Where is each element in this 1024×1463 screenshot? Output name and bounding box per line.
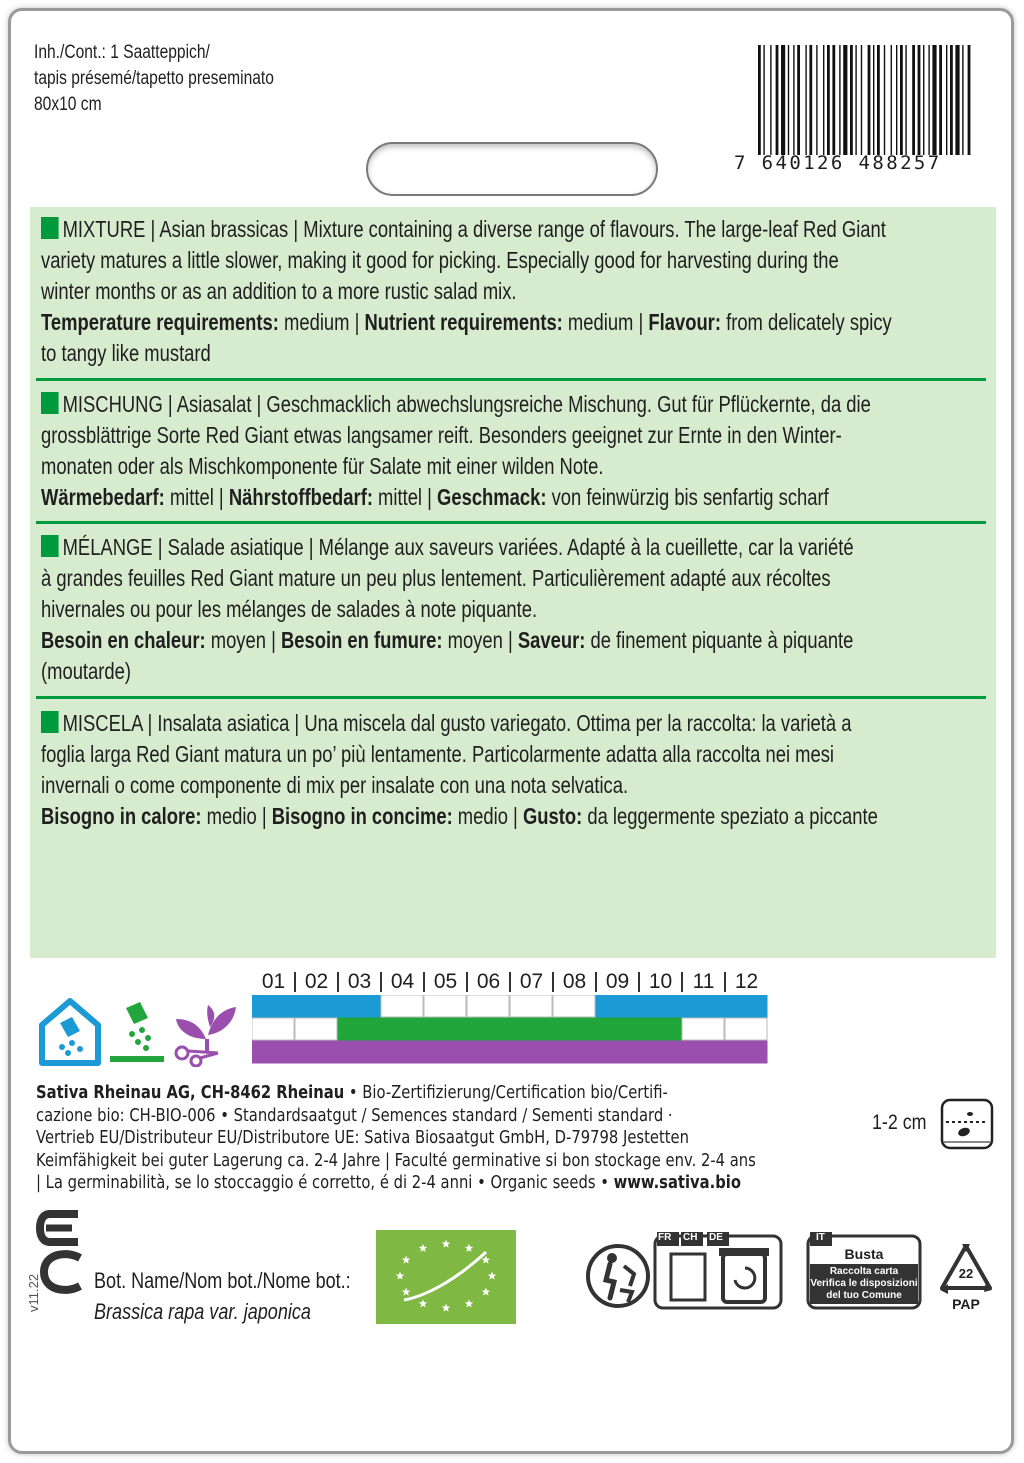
barcode-bar bbox=[905, 45, 906, 155]
section-line: invernali o come componente di mix per insalate con una nota selvatica. bbox=[41, 772, 629, 798]
barcode-bar bbox=[891, 45, 892, 155]
requirement-label: Nährstoffbedarf: bbox=[228, 484, 373, 510]
calendar-cell-outdoor-sowing-07 bbox=[510, 1018, 552, 1040]
barcode-bar bbox=[843, 45, 847, 155]
barcode-bar bbox=[877, 45, 880, 155]
calendar-cell-harvest-01 bbox=[252, 1041, 294, 1063]
calendar-month-separator bbox=[681, 972, 683, 992]
calendar-cell-greenhouse-sowing-04 bbox=[381, 995, 423, 1017]
section-divider bbox=[36, 521, 986, 524]
calendar-cell-harvest-02 bbox=[295, 1041, 337, 1063]
section-line: MIXTURE | Asian brassicas | Mixture containing a diverse range of flavours. The large-leaf Red Giant bbox=[62, 216, 886, 242]
barcode-bar bbox=[939, 45, 942, 155]
calendar-month-separator bbox=[466, 972, 468, 992]
calendar-cell-greenhouse-sowing-07 bbox=[510, 995, 552, 1017]
requirement-label: Flavour: bbox=[648, 309, 721, 335]
section-line: hivernales ou pour les mélanges de salades à note piquante. bbox=[41, 596, 538, 622]
calendar-cell-outdoor-sowing-04 bbox=[381, 1018, 423, 1040]
section-line: MÉLANGE | Salade asiatique | Mélange aux saveurs variées. Adapté à la cueillette, car la variété bbox=[62, 534, 854, 560]
calendar-month-11: 11 bbox=[692, 970, 715, 993]
barcode-bar bbox=[832, 45, 835, 155]
barcode-bar bbox=[918, 45, 921, 155]
busta-line: del tuo Comune bbox=[826, 1290, 902, 1301]
website-link[interactable]: www.sativa.bio bbox=[613, 1172, 741, 1194]
footer-line: | La germinabilità, se lo stoccaggio é corretto, é di 2-4 anni • Organic seeds • bbox=[36, 1172, 614, 1194]
section-line: monaten oder als Mischkomponente für Salate mit einer wilden Note. bbox=[41, 453, 604, 479]
requirement-value: from delicately spicy bbox=[720, 309, 892, 335]
country-it: IT bbox=[816, 1232, 825, 1243]
calendar-cell-outdoor-sowing-12 bbox=[725, 1018, 767, 1040]
calendar-cell-harvest-05 bbox=[424, 1041, 466, 1063]
requirement-label: Bisogno in calore: bbox=[41, 803, 202, 829]
calendar-cell-outdoor-sowing-06 bbox=[467, 1018, 509, 1040]
harvest-icon bbox=[170, 995, 240, 1067]
greenhouse-sowing-icon bbox=[38, 995, 102, 1067]
requirement-label: Geschmack: bbox=[437, 484, 547, 510]
barcode-bar bbox=[962, 45, 963, 155]
calendar-cell-harvest-11 bbox=[682, 1041, 724, 1063]
barcode-bar bbox=[912, 45, 915, 155]
busta-line: Raccolta carta bbox=[829, 1266, 899, 1277]
barcode-bar bbox=[839, 45, 840, 155]
footer-line: Vertrieb EU/Distributeur EU/Distributore UE: Sativa Biosaatgut GmbH, D-79798 Jestetten bbox=[36, 1127, 690, 1149]
hang-hole bbox=[366, 142, 658, 196]
calendar-month-08: 08 bbox=[562, 970, 587, 993]
barcode-bar bbox=[861, 45, 862, 155]
barcode-bar bbox=[955, 45, 959, 155]
calendar-cell-outdoor-sowing-08 bbox=[553, 1018, 595, 1040]
section-line: MISCELA | Insalata asiatica | Una miscela dal gusto variegato. Ottima per la raccolta: la varietà a bbox=[62, 710, 852, 736]
busta-instructions bbox=[806, 1266, 922, 1302]
section-english bbox=[41, 214, 977, 369]
calendar-month-separator bbox=[552, 972, 554, 992]
calendar-cell-harvest-12 bbox=[725, 1041, 767, 1063]
barcode-bar bbox=[788, 45, 789, 155]
calendar-month-separator bbox=[509, 972, 511, 992]
barcode-bar bbox=[950, 45, 953, 155]
calendar-cell-greenhouse-sowing-10 bbox=[639, 995, 681, 1017]
section-line: MISCHUNG | Asiasalat | Geschmacklich abwechslungsreiche Mischung. Gut für Pflückernte, da die bbox=[62, 391, 871, 417]
sowing-calendar bbox=[252, 995, 768, 1065]
country-fr: FR bbox=[658, 1232, 672, 1243]
calendar-cell-outdoor-sowing-09 bbox=[596, 1018, 638, 1040]
barcode-bar bbox=[884, 45, 885, 155]
barcode-bar bbox=[923, 45, 924, 155]
calendar-cell-greenhouse-sowing-02 bbox=[295, 995, 337, 1017]
requirement-label: Temperature requirements: bbox=[41, 309, 279, 335]
barcode-bar bbox=[797, 45, 800, 155]
busta-line: Verifica le disposizioni bbox=[810, 1278, 918, 1289]
barcode-bar bbox=[946, 45, 947, 155]
busta-label: Busta bbox=[844, 1246, 884, 1262]
company-name: Sativa Rheinau AG, CH-8462 Rheinau bbox=[36, 1082, 345, 1103]
calendar-month-separator bbox=[724, 972, 726, 992]
section-marker bbox=[41, 217, 59, 239]
compostable-logo bbox=[36, 1202, 86, 1296]
calendar-cell-greenhouse-sowing-08 bbox=[553, 995, 595, 1017]
section-line: grossblättrige Sorte Red Giant etwas langsamer reift. Besonders geeignet zur Ernte in den Winter- bbox=[41, 422, 842, 448]
calendar-cell-harvest-03 bbox=[338, 1041, 380, 1063]
barcode-bar bbox=[900, 45, 903, 155]
calendar-cell-outdoor-sowing-10 bbox=[639, 1018, 681, 1040]
calendar-cell-harvest-04 bbox=[381, 1041, 423, 1063]
contents-line: Inh./Cont.: 1 Saatteppich/ bbox=[34, 42, 210, 63]
footer-line: Keimfähigkeit bei guter Lagerung ca. 2-4 Jahre | Faculté germinative si bon stockage env. 2-4 ans bbox=[36, 1149, 756, 1171]
section-line: à grandes feuilles Red Giant mature un peu plus lentement. Particulièrement adapté aux récoltes bbox=[41, 565, 831, 591]
calendar-cell-greenhouse-sowing-05 bbox=[424, 995, 466, 1017]
calendar-cell-harvest-09 bbox=[596, 1041, 638, 1063]
requirement-label: Besoin en chaleur: bbox=[41, 627, 206, 653]
requirement-label: Gusto: bbox=[522, 803, 583, 829]
requirement-value: de finement piquante à piquante bbox=[585, 627, 854, 653]
section-french bbox=[41, 532, 977, 687]
botanical-label: Bot. Name/Nom bot./Nome bot.: bbox=[94, 1268, 351, 1293]
barcode-bar bbox=[850, 45, 853, 155]
requirement-label: Bisogno in concime: bbox=[271, 803, 453, 829]
calendar-month-separator bbox=[423, 972, 425, 992]
section-italian bbox=[41, 708, 977, 832]
section-marker bbox=[41, 711, 59, 733]
calendar-cell-greenhouse-sowing-06 bbox=[467, 995, 509, 1017]
botanical-name: Brassica rapa var. japonica bbox=[94, 1299, 311, 1324]
section-line: foglia larga Red Giant matura un po’ più lentamente. Particolarmente adatta alla raccolta nei mesi bbox=[41, 741, 834, 767]
calendar-month-separator bbox=[294, 972, 296, 992]
calendar-cell-outdoor-sowing-05 bbox=[424, 1018, 466, 1040]
pap-number: 22 bbox=[958, 1266, 974, 1281]
triman-icon bbox=[584, 1242, 652, 1310]
calendar-cell-outdoor-sowing-02 bbox=[295, 1018, 337, 1040]
calendar-month-separator bbox=[337, 972, 339, 992]
country-de: DE bbox=[709, 1232, 723, 1243]
requirement-value: mittel | bbox=[372, 484, 438, 510]
outdoor-sowing-icon bbox=[108, 1000, 166, 1066]
calendar-months bbox=[252, 968, 768, 995]
footer-line: • Bio-Zertifizierung/Certification bio/Certifi- bbox=[344, 1082, 668, 1103]
requirement-label: Wärmebedarf: bbox=[41, 484, 165, 510]
requirement-value: medium | bbox=[562, 309, 649, 335]
calendar-month-07: 07 bbox=[519, 970, 544, 993]
eu-organic-logo bbox=[376, 1230, 516, 1324]
calendar-cell-greenhouse-sowing-03 bbox=[338, 995, 380, 1017]
calendar-month-09: 09 bbox=[605, 970, 630, 993]
section-line: winter months or as an addition to a more rustic salad mix. bbox=[41, 278, 517, 304]
calendar-cell-harvest-10 bbox=[639, 1041, 681, 1063]
barcode-bar bbox=[873, 45, 874, 155]
calendar-cell-greenhouse-sowing-01 bbox=[252, 995, 294, 1017]
italy-disposal-box bbox=[806, 1230, 922, 1310]
calendar-month-01: 01 bbox=[261, 970, 286, 993]
section-marker bbox=[41, 392, 59, 414]
disposal-info-box bbox=[653, 1230, 783, 1310]
calendar-cell-greenhouse-sowing-09 bbox=[596, 995, 638, 1017]
requirement-value: mittel | bbox=[164, 484, 229, 510]
footer-info bbox=[36, 1082, 799, 1195]
barcode-bar bbox=[896, 45, 897, 155]
calendar-month-12: 12 bbox=[734, 970, 759, 993]
barcode-bar bbox=[793, 45, 794, 155]
country-ch: CH bbox=[683, 1232, 698, 1243]
requirement-value: medio | bbox=[452, 803, 523, 829]
pap-recycling-box bbox=[936, 1240, 996, 1314]
requirement-value: medio | bbox=[201, 803, 272, 829]
requirement-value: da leggermente speziato a piccante bbox=[582, 803, 878, 829]
section-line: variety matures a little slower, making it good for picking. Especially good for harvesting during the bbox=[41, 247, 839, 273]
barcode-bar bbox=[816, 45, 817, 155]
calendar-month-06: 06 bbox=[476, 970, 501, 993]
contents-info bbox=[34, 40, 274, 118]
requirement-value: von feinwürzig bis senfartig scharf bbox=[546, 484, 829, 510]
barcode bbox=[756, 45, 990, 155]
section-divider bbox=[36, 378, 986, 381]
barcode-bar bbox=[805, 45, 806, 155]
barcode-bar bbox=[770, 45, 771, 155]
calendar-month-03: 03 bbox=[347, 970, 372, 993]
requirement-continued: to tangy like mustard bbox=[41, 340, 211, 366]
barcode-bar bbox=[776, 45, 779, 155]
calendar-cell-harvest-06 bbox=[467, 1041, 509, 1063]
pap-label: PAP bbox=[952, 1296, 980, 1312]
calendar-cell-harvest-07 bbox=[510, 1041, 552, 1063]
calendar-cell-greenhouse-sowing-12 bbox=[725, 995, 767, 1017]
barcode-bar bbox=[968, 45, 971, 155]
barcode-bar bbox=[763, 45, 764, 155]
requirement-continued: (moutarde) bbox=[41, 658, 131, 684]
barcode-bar bbox=[868, 45, 871, 155]
version-code: v11.22 bbox=[26, 1273, 41, 1312]
footer-line: cazione bio: CH-BIO-006 • Standardsaatgut / Semences standard / Sementi standard · bbox=[36, 1104, 673, 1126]
calendar-month-05: 05 bbox=[433, 970, 458, 993]
calendar-cell-outdoor-sowing-01 bbox=[252, 1018, 294, 1040]
section-divider bbox=[36, 696, 986, 699]
barcode-bar bbox=[823, 45, 824, 155]
calendar-month-separator bbox=[380, 972, 382, 992]
calendar-cell-greenhouse-sowing-11 bbox=[682, 995, 724, 1017]
requirement-label: Saveur: bbox=[517, 627, 586, 653]
section-marker bbox=[41, 535, 59, 557]
requirement-value: moyen | bbox=[205, 627, 281, 653]
barcode-digits: 7 640126 488257 bbox=[734, 152, 942, 174]
calendar-month-02: 02 bbox=[304, 970, 329, 993]
calendar-month-separator bbox=[595, 972, 597, 992]
section-german bbox=[41, 389, 977, 513]
barcode-bar bbox=[928, 45, 929, 155]
sowing-depth-icon bbox=[940, 1098, 994, 1150]
calendar-month-10: 10 bbox=[648, 970, 673, 993]
barcode-bar bbox=[932, 45, 936, 155]
calendar-cell-outdoor-sowing-11 bbox=[682, 1018, 724, 1040]
calendar-month-04: 04 bbox=[390, 970, 415, 993]
barcode-bar bbox=[809, 45, 812, 155]
contents-line: tapis présemé/tapetto preseminato bbox=[34, 68, 274, 89]
requirement-label: Nutrient requirements: bbox=[364, 309, 563, 335]
sowing-depth-label: 1-2 cm bbox=[872, 1111, 927, 1134]
calendar-month-separator bbox=[638, 972, 640, 992]
barcode-bar bbox=[827, 45, 830, 155]
requirement-value: medium | bbox=[278, 309, 365, 335]
calendar-cell-outdoor-sowing-03 bbox=[338, 1018, 380, 1040]
barcode-bar bbox=[781, 45, 785, 155]
barcode-bar bbox=[855, 45, 856, 155]
requirement-value: moyen | bbox=[442, 627, 518, 653]
barcode-bar bbox=[758, 45, 761, 155]
contents-line: 80x10 cm bbox=[34, 94, 102, 115]
requirement-label: Besoin en fumure: bbox=[280, 627, 443, 653]
calendar-cell-harvest-08 bbox=[553, 1041, 595, 1063]
